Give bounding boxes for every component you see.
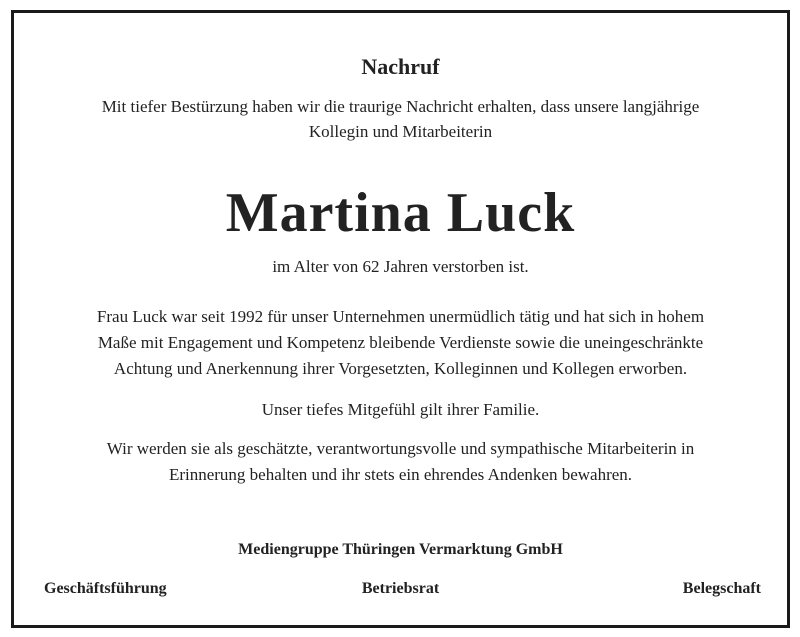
- tribute-line: Achtung und Anerkennung ihrer Vorgesetzten, Kolleginnen und Kollegen erworben.: [113, 359, 688, 378]
- intro-line: Kollegin und Mitarbeiterin: [308, 122, 493, 141]
- company-name: Mediengruppe Thüringen Vermarktung GmbH: [238, 541, 563, 558]
- signature-staff: Belegschaft: [682, 580, 761, 597]
- tribute-paragraph: [14, 304, 787, 382]
- remembrance-line: Wir werden sie als geschätzte, verantwortungsvolle und sympathische Mitarbeiterin in: [106, 439, 695, 458]
- intro-line: Mit tiefer Bestürzung haben wir die traurige Nachricht erhalten, dass unsere langjährige: [101, 97, 700, 116]
- tribute-line: Frau Luck war seit 1992 für unser Unternehmen unermüdlich tätig und hat sich in hohem: [96, 307, 705, 326]
- deceased-name: Martina Luck: [225, 182, 576, 244]
- notice-heading: Nachruf: [361, 54, 440, 79]
- remembrance-paragraph: [14, 436, 787, 488]
- signature-works-council: Betriebsrat: [361, 580, 440, 597]
- tribute-line: Maße mit Engagement und Kompetenz bleibende Verdienste sowie die uneingeschränkte: [97, 333, 704, 352]
- intro-text: [14, 94, 787, 144]
- signature-management: Geschäftsführung: [44, 580, 167, 597]
- obituary-frame: [11, 10, 790, 628]
- age-line: im Alter von 62 Jahren verstorben ist.: [272, 257, 529, 276]
- remembrance-line: Erinnerung behalten und ihr stets ein ehrendes Andenken bewahren.: [168, 465, 633, 484]
- condolence-paragraph: Unser tiefes Mitgefühl gilt ihrer Familie.: [261, 400, 540, 419]
